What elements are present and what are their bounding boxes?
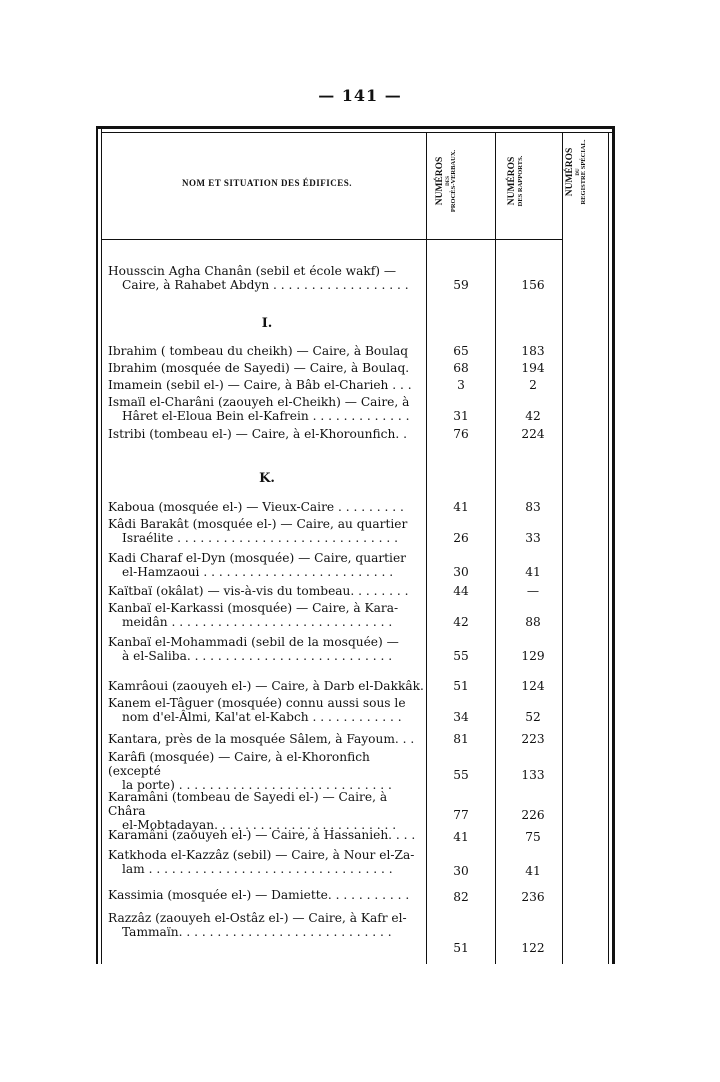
proces-verbal-number: 30: [453, 565, 469, 579]
edifice-name-line: Katkhoda el-Kazzâz (sebil) — Caire, à Nour el-Za-: [108, 848, 415, 862]
edifice-name-line: lam . . . . . . . . . . . . . . . . . . . . . . . . . . . . . . . .: [122, 862, 393, 876]
edifice-name-line: Kantara, près de la mosquée Sâlem, à Fayoum. . .: [108, 732, 415, 746]
frame-top-outer: [96, 126, 615, 129]
rapport-number: 236: [521, 890, 545, 904]
proces-verbal-number: 76: [453, 427, 469, 441]
rapport-number: 41: [525, 864, 541, 878]
table-row: [96, 361, 615, 375]
rapport-number: 133: [521, 768, 545, 782]
edifice-name-line: Ibrahim (mosquée de Sayedi) — Caire, à Boulaq.: [108, 361, 410, 375]
rapport-number: 33: [525, 531, 541, 545]
edifice-name: [108, 696, 426, 724]
edifice-name-line: Kâdi Barakât (mosquée el-) — Caire, au quartier: [108, 517, 408, 531]
section-letter-i: I.: [261, 316, 273, 331]
edifice-name-line: à el-Saliba. . . . . . . . . . . . . . . . . . . . . . . . . . .: [122, 649, 393, 663]
edifice-name: [108, 601, 426, 629]
rapport-number: 183: [521, 344, 545, 358]
edifice-name-line: Karamâni (tombeau de Sayedi el-) — Caire, à Châra: [108, 790, 388, 818]
rapport-number: 83: [525, 500, 541, 514]
table-row: [96, 828, 615, 844]
edifice-name-line: Housscin Agha Chanân (sebil et école wakf) —: [108, 264, 397, 278]
edifice-name: [108, 790, 426, 832]
table-row: [96, 888, 615, 904]
proces-verbal-number: 42: [453, 615, 469, 629]
table-row: [96, 601, 615, 629]
edifice-name-line: Karamâni (zaouyeh el-) — Caire, à Hassanieh. . . .: [108, 828, 416, 842]
rapport-number: 42: [525, 409, 541, 423]
edifice-name: [108, 848, 426, 876]
edifice-name-line: la porte) . . . . . . . . . . . . . . . . . . . . . . . . . . . .: [122, 778, 392, 792]
table-row: [96, 848, 615, 878]
table-row: [96, 344, 615, 358]
edifice-name: [108, 361, 426, 375]
proces-verbal-number: 30: [453, 864, 469, 878]
table-row: [96, 395, 615, 423]
proces-verbal-number: 59: [453, 278, 469, 292]
edifice-name-line: Kanbaï el-Mohammadi (sebil de la mosquée) —: [108, 635, 399, 649]
rapport-number: 2: [529, 378, 537, 392]
table-row: [96, 584, 615, 598]
rapport-number: 194: [521, 361, 545, 375]
proces-verbal-number: 55: [453, 649, 469, 663]
table-row: [96, 635, 615, 663]
edifice-name-line: el-Mobtadayan. . . . . . . . . . . . . . . . . . . . . . . .: [122, 818, 397, 832]
proces-verbal-number: 77: [453, 808, 469, 822]
edifice-name-line: Israélite . . . . . . . . . . . . . . . . . . . . . . . . . . . . .: [122, 531, 398, 545]
table-row: [96, 790, 615, 832]
table-row: [96, 696, 615, 724]
proces-verbal-number: 44: [453, 584, 469, 598]
rapport-number: 226: [521, 808, 545, 822]
proces-verbal-number: 51: [453, 941, 469, 955]
proces-verbal-number: 55: [453, 768, 469, 782]
table-row: [96, 750, 615, 792]
rapport-number: 75: [525, 830, 541, 844]
edifice-name: [108, 750, 426, 792]
rapport-number: 41: [525, 565, 541, 579]
proces-verbal-number: 31: [453, 409, 469, 423]
edifice-name: [108, 732, 426, 746]
edifice-name: [108, 911, 426, 939]
table-row: [96, 427, 615, 441]
rapport-number: 156: [521, 278, 545, 292]
proces-verbal-number: 68: [453, 361, 469, 375]
proces-verbal-number: 26: [453, 531, 469, 545]
edifice-name-line: el-Hamzaoui . . . . . . . . . . . . . . . . . . . . . . . . .: [122, 565, 394, 579]
table-row: [96, 679, 615, 693]
table-row: [96, 517, 615, 545]
edifice-name: [108, 378, 426, 392]
table-row: [96, 911, 615, 955]
table-row: [96, 500, 615, 514]
edifice-name-line: Istribi (tombeau el-) — Caire, à el-Khorounfich. .: [108, 427, 407, 441]
edifice-name-line: Tammaïn. . . . . . . . . . . . . . . . . . . . . . . . . . . .: [122, 925, 392, 939]
edifice-name-line: Kadi Charaf el-Dyn (mosquée) — Caire, quartier: [108, 551, 406, 565]
rapport-number: 223: [521, 732, 545, 746]
edifice-name: [108, 344, 426, 358]
header-name: NOM ET SITUATION DES ÉDIFICES.: [182, 178, 352, 188]
proces-verbal-number: 41: [453, 500, 469, 514]
edifice-name: [108, 264, 426, 292]
edifice-name-line: Kamrâoui (zaouyeh el-) — Caire, à Darb el-Dakkâk.: [108, 679, 424, 693]
edifice-name: [108, 584, 426, 598]
index-table: [96, 126, 615, 964]
edifice-name-line: Kanem el-Tâguer (mosquée) connu aussi sous le: [108, 696, 406, 710]
proces-verbal-number: 3: [457, 378, 465, 392]
edifice-name: [108, 551, 426, 579]
proces-verbal-number: 41: [453, 830, 469, 844]
proces-verbal-number: 82: [453, 890, 469, 904]
rapport-number: —: [526, 584, 540, 598]
edifice-name-line: Ismaïl el-Charâni (zaouyeh el-Cheikh) — Caire, à: [108, 395, 410, 409]
rapport-number: 52: [525, 710, 541, 724]
edifice-name-line: Kanbaï el-Karkassi (mosquée) — Caire, à Kara-: [108, 601, 399, 615]
edifice-name-line: nom d'el-Âlmi, Kal'at el-Kabch . . . . . . . . . . . .: [122, 710, 402, 724]
edifice-name-line: Kaboua (mosquée el-) — Vieux-Caire . . . . . . . . .: [108, 500, 404, 514]
edifice-name-line: Imamein (sebil el-) — Caire, à Bâb el-Charieh . . .: [108, 378, 412, 392]
edifice-name-line: meidân . . . . . . . . . . . . . . . . . . . . . . . . . . . . .: [122, 615, 393, 629]
table-row: [96, 378, 615, 392]
section-letter-k: K.: [259, 471, 275, 486]
rapport-number: 88: [525, 615, 541, 629]
edifice-name-line: Kassimia (mosquée el-) — Damiette. . . . . . . . . . .: [108, 888, 410, 902]
edifice-name: [108, 635, 426, 663]
edifice-name-line: Kaïtbaï (okâlat) — vis-à-vis du tombeau. . . . . . . .: [108, 584, 409, 598]
header-col3: NUMÉROS DU REGISTRE SPÉCIAL.: [565, 139, 588, 205]
edifice-name: [108, 888, 426, 902]
header-col2: NUMÉROS DES RAPPORTS.: [507, 155, 524, 207]
proces-verbal-number: 81: [453, 732, 469, 746]
proces-verbal-number: 65: [453, 344, 469, 358]
table-row: [96, 732, 615, 746]
edifice-name-line: Karâfi (mosquée) — Caire, à el-Khoronfich (excepté: [108, 750, 370, 778]
edifice-name: [108, 828, 426, 842]
edifice-name-line: Hâret el-Eloua Bein el-Kafrein . . . . . . . . . . . . .: [122, 409, 410, 423]
table-row: [96, 264, 615, 292]
edifice-name: [108, 427, 426, 441]
proces-verbal-number: 34: [453, 710, 469, 724]
header-col1: NUMÉROS DES PROCÈS-VERBAUX.: [435, 149, 458, 213]
edifice-name: [108, 517, 426, 545]
rapport-number: 124: [521, 679, 545, 693]
rapport-number: 224: [521, 427, 545, 441]
edifice-name-line: Caire, à Rahabet Abdyn . . . . . . . . . . . . . . . . . .: [122, 278, 409, 292]
edifice-name: [108, 679, 426, 693]
frame-top-inner: [101, 132, 615, 133]
edifice-name-line: Ibrahim ( tombeau du cheikh) — Caire, à Boulaq: [108, 344, 409, 358]
edifice-name-line: Razzâz (zaouyeh el-Ostâz el-) — Caire, à Kafr el-: [108, 911, 407, 925]
rapport-number: 129: [521, 649, 545, 663]
edifice-name: [108, 500, 426, 514]
proces-verbal-number: 51: [453, 679, 469, 693]
rapport-number: 122: [521, 941, 545, 955]
header-rule: [101, 239, 563, 240]
edifice-name: [108, 395, 426, 423]
table-row: [96, 551, 615, 579]
page-number: — 141 —: [318, 86, 402, 105]
